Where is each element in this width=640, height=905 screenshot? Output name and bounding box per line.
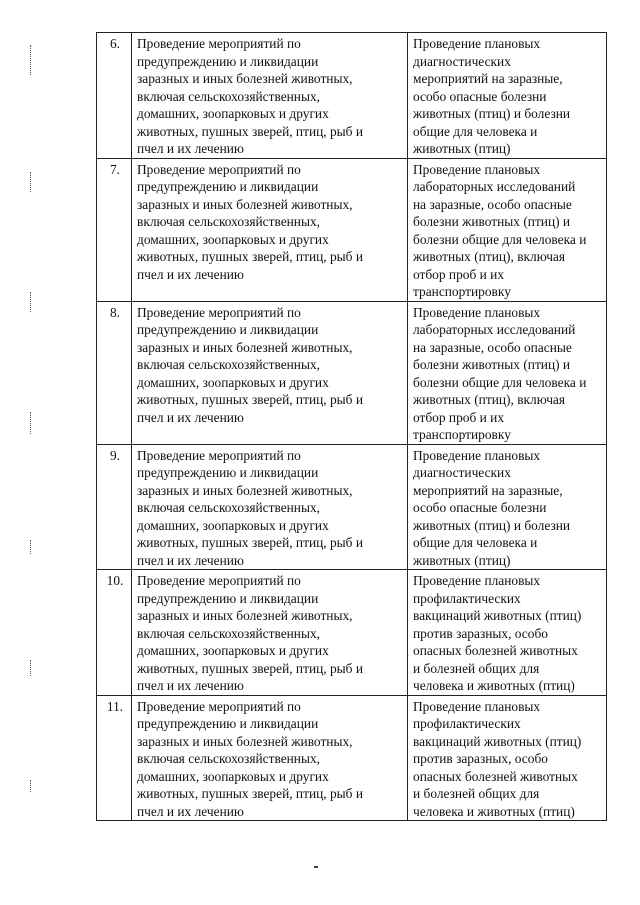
binding-hole-mark <box>30 780 32 792</box>
work-type-text-line: человека и животных (птиц) <box>413 803 575 819</box>
table-row <box>97 570 607 696</box>
work-type-text-line: отбор проб и их <box>413 409 505 425</box>
work-type-text-line: общие для человека и <box>413 535 538 550</box>
activity-text-line: заразных и иных болезней животных, <box>137 71 353 86</box>
activity-cell <box>132 158 408 301</box>
activity-cell <box>132 33 408 159</box>
work-type-text-line: лабораторных исследований <box>413 322 576 337</box>
row-number: 11. <box>97 695 132 821</box>
work-type-text-line: и болезней общих для <box>413 786 540 801</box>
work-type-text-line: лабораторных исследований <box>413 179 576 194</box>
work-type-text-line: транспортировку <box>413 427 511 442</box>
work-type-cell <box>408 158 607 301</box>
work-type-text-line: болезни общие для человека и <box>413 231 587 247</box>
work-type-text-line: животных (птиц), включая <box>413 249 566 264</box>
activity-text-line: домашних, зоопарковых и других <box>137 231 329 247</box>
work-type-text-line: мероприятий на заразные, <box>413 71 563 86</box>
activity-text-line: предупреждению и ликвидации <box>137 322 319 337</box>
work-type-text-line: на заразные, особо опасные <box>413 196 572 212</box>
activity-cell <box>132 301 408 444</box>
work-type-text-line: вакцинаций животных (птиц) <box>413 733 582 749</box>
activity-text-line: заразных и иных болезней животных, <box>137 608 353 623</box>
row-number: 10. <box>97 570 132 696</box>
work-type-text-line: против заразных, особо <box>413 625 548 641</box>
activity-text-line: включая сельскохозяйственных, <box>137 751 321 766</box>
activity-text-line: включая сельскохозяйственных, <box>137 357 321 372</box>
activity-text-line: Проведение мероприятий по <box>137 304 301 320</box>
work-type-text-line: животных (птиц) и болезни <box>413 106 571 121</box>
activity-text-line: животных, пушных зверей, птиц, рыб и <box>137 249 363 264</box>
binding-hole-mark <box>30 172 32 192</box>
work-type-text-line: против заразных, особо <box>413 751 548 766</box>
work-type-text-line: болезни общие для человека и <box>413 374 587 390</box>
activity-cell <box>132 695 408 821</box>
activity-text-line: пчел и их лечению <box>137 552 244 568</box>
work-type-text-line: профилактических <box>413 716 521 731</box>
binding-hole-mark <box>30 412 32 434</box>
work-type-text-line: особо опасные болезни <box>413 88 547 104</box>
work-type-cell <box>408 33 607 159</box>
activity-text-line: предупреждению и ликвидации <box>137 53 319 69</box>
table-row <box>97 301 607 444</box>
work-type-text-line: Проведение плановых <box>413 698 541 714</box>
binding-hole-mark <box>30 45 32 75</box>
activity-cell <box>132 570 408 696</box>
activity-text-line: домашних, зоопарковых и других <box>137 374 329 390</box>
row-number: 7. <box>97 158 132 301</box>
work-type-text-line: животных (птиц) <box>413 552 511 568</box>
activity-text-line: включая сельскохозяйственных, <box>137 214 321 229</box>
activity-text-line: пчел и их лечению <box>137 141 244 156</box>
activity-text-line: животных, пушных зверей, птиц, рыб и <box>137 392 363 407</box>
binding-margin-marks <box>28 0 36 905</box>
table-row <box>97 444 607 570</box>
work-type-text-line: профилактических <box>413 590 521 606</box>
work-type-text-line: вакцинаций животных (птиц) <box>413 608 582 623</box>
scan-speck <box>314 866 318 868</box>
work-type-text-line: и болезней общих для <box>413 660 540 676</box>
work-type-text-line: общие для человека и <box>413 123 538 139</box>
activity-text-line: предупреждению и ликвидации <box>137 716 319 731</box>
work-type-text-line: транспортировку <box>413 284 511 299</box>
activity-text-line: предупреждению и ликвидации <box>137 590 319 606</box>
activity-text-line: домашних, зоопарковых и других <box>137 768 329 784</box>
activity-text-line: предупреждению и ликвидации <box>137 465 319 480</box>
activity-text-line: животных, пушных зверей, птиц, рыб и <box>137 786 363 801</box>
work-type-text-line: опасных болезней животных <box>413 643 578 658</box>
work-type-text-line: мероприятий на заразные, <box>413 482 563 498</box>
activity-cell <box>132 444 408 570</box>
work-type-text-line: человека и животных (птиц) <box>413 678 575 693</box>
work-type-text-line: животных (птиц) и болезни <box>413 517 571 533</box>
activity-text-line: предупреждению и ликвидации <box>137 179 319 194</box>
work-type-text-line: животных (птиц), включая <box>413 392 566 407</box>
work-type-cell <box>408 301 607 444</box>
activity-text-line: домашних, зоопарковых и других <box>137 643 329 658</box>
work-type-text-line: болезни животных (птиц) и <box>413 357 571 372</box>
activity-text-line: заразных и иных болезней животных, <box>137 482 353 498</box>
activity-text-line: животных, пушных зверей, птиц, рыб и <box>137 123 363 139</box>
work-type-text-line: Проведение плановых <box>413 36 541 51</box>
work-type-text-line: Проведение плановых <box>413 304 541 320</box>
work-type-cell <box>408 444 607 570</box>
work-type-text-line: опасных болезней животных <box>413 768 578 784</box>
table-row <box>97 33 607 159</box>
binding-hole-mark <box>30 292 32 312</box>
table-row <box>97 695 607 821</box>
activity-text-line: животных, пушных зверей, птиц, рыб и <box>137 535 363 550</box>
work-type-text-line: на заразные, особо опасные <box>413 339 572 355</box>
activity-text-line: заразных и иных болезней животных, <box>137 339 353 355</box>
work-type-text-line: Проведение плановых <box>413 161 541 177</box>
activity-text-line: включая сельскохозяйственных, <box>137 88 321 104</box>
work-type-text-line: Проведение плановых <box>413 447 541 463</box>
work-type-text-line: особо опасные болезни <box>413 500 547 515</box>
activity-text-line: Проведение мероприятий по <box>137 36 301 51</box>
work-type-text-line: животных (птиц) <box>413 141 511 156</box>
work-type-cell <box>408 570 607 696</box>
activity-text-line: заразных и иных болезней животных, <box>137 196 353 212</box>
binding-hole-mark <box>30 660 32 676</box>
activity-text-line: Проведение мероприятий по <box>137 447 301 463</box>
activity-text-line: домашних, зоопарковых и других <box>137 517 329 533</box>
activities-table <box>96 32 607 821</box>
activity-text-line: включая сельскохозяйственных, <box>137 625 321 641</box>
work-type-cell <box>408 695 607 821</box>
work-type-text-line: Проведение плановых <box>413 573 541 588</box>
work-type-text-line: диагностических <box>413 465 511 480</box>
activity-text-line: животных, пушных зверей, птиц, рыб и <box>137 660 363 676</box>
activity-text-line: включая сельскохозяйственных, <box>137 500 321 515</box>
activity-text-line: домашних, зоопарковых и других <box>137 106 329 121</box>
work-type-text-line: отбор проб и их <box>413 266 505 282</box>
activity-text-line: Проведение мероприятий по <box>137 161 301 177</box>
activity-text-line: пчел и их лечению <box>137 803 244 819</box>
activity-text-line: пчел и их лечению <box>137 409 244 425</box>
activity-text-line: Проведение мероприятий по <box>137 698 301 714</box>
activity-text-line: заразных и иных болезней животных, <box>137 733 353 749</box>
activity-text-line: Проведение мероприятий по <box>137 573 301 588</box>
activity-text-line: пчел и их лечению <box>137 678 244 693</box>
row-number: 6. <box>97 33 132 159</box>
row-number: 9. <box>97 444 132 570</box>
work-type-text-line: болезни животных (птиц) и <box>413 214 571 229</box>
table-row <box>97 158 607 301</box>
binding-hole-mark <box>30 540 32 554</box>
activity-text-line: пчел и их лечению <box>137 266 244 282</box>
work-type-text-line: диагностических <box>413 53 511 69</box>
row-number: 8. <box>97 301 132 444</box>
